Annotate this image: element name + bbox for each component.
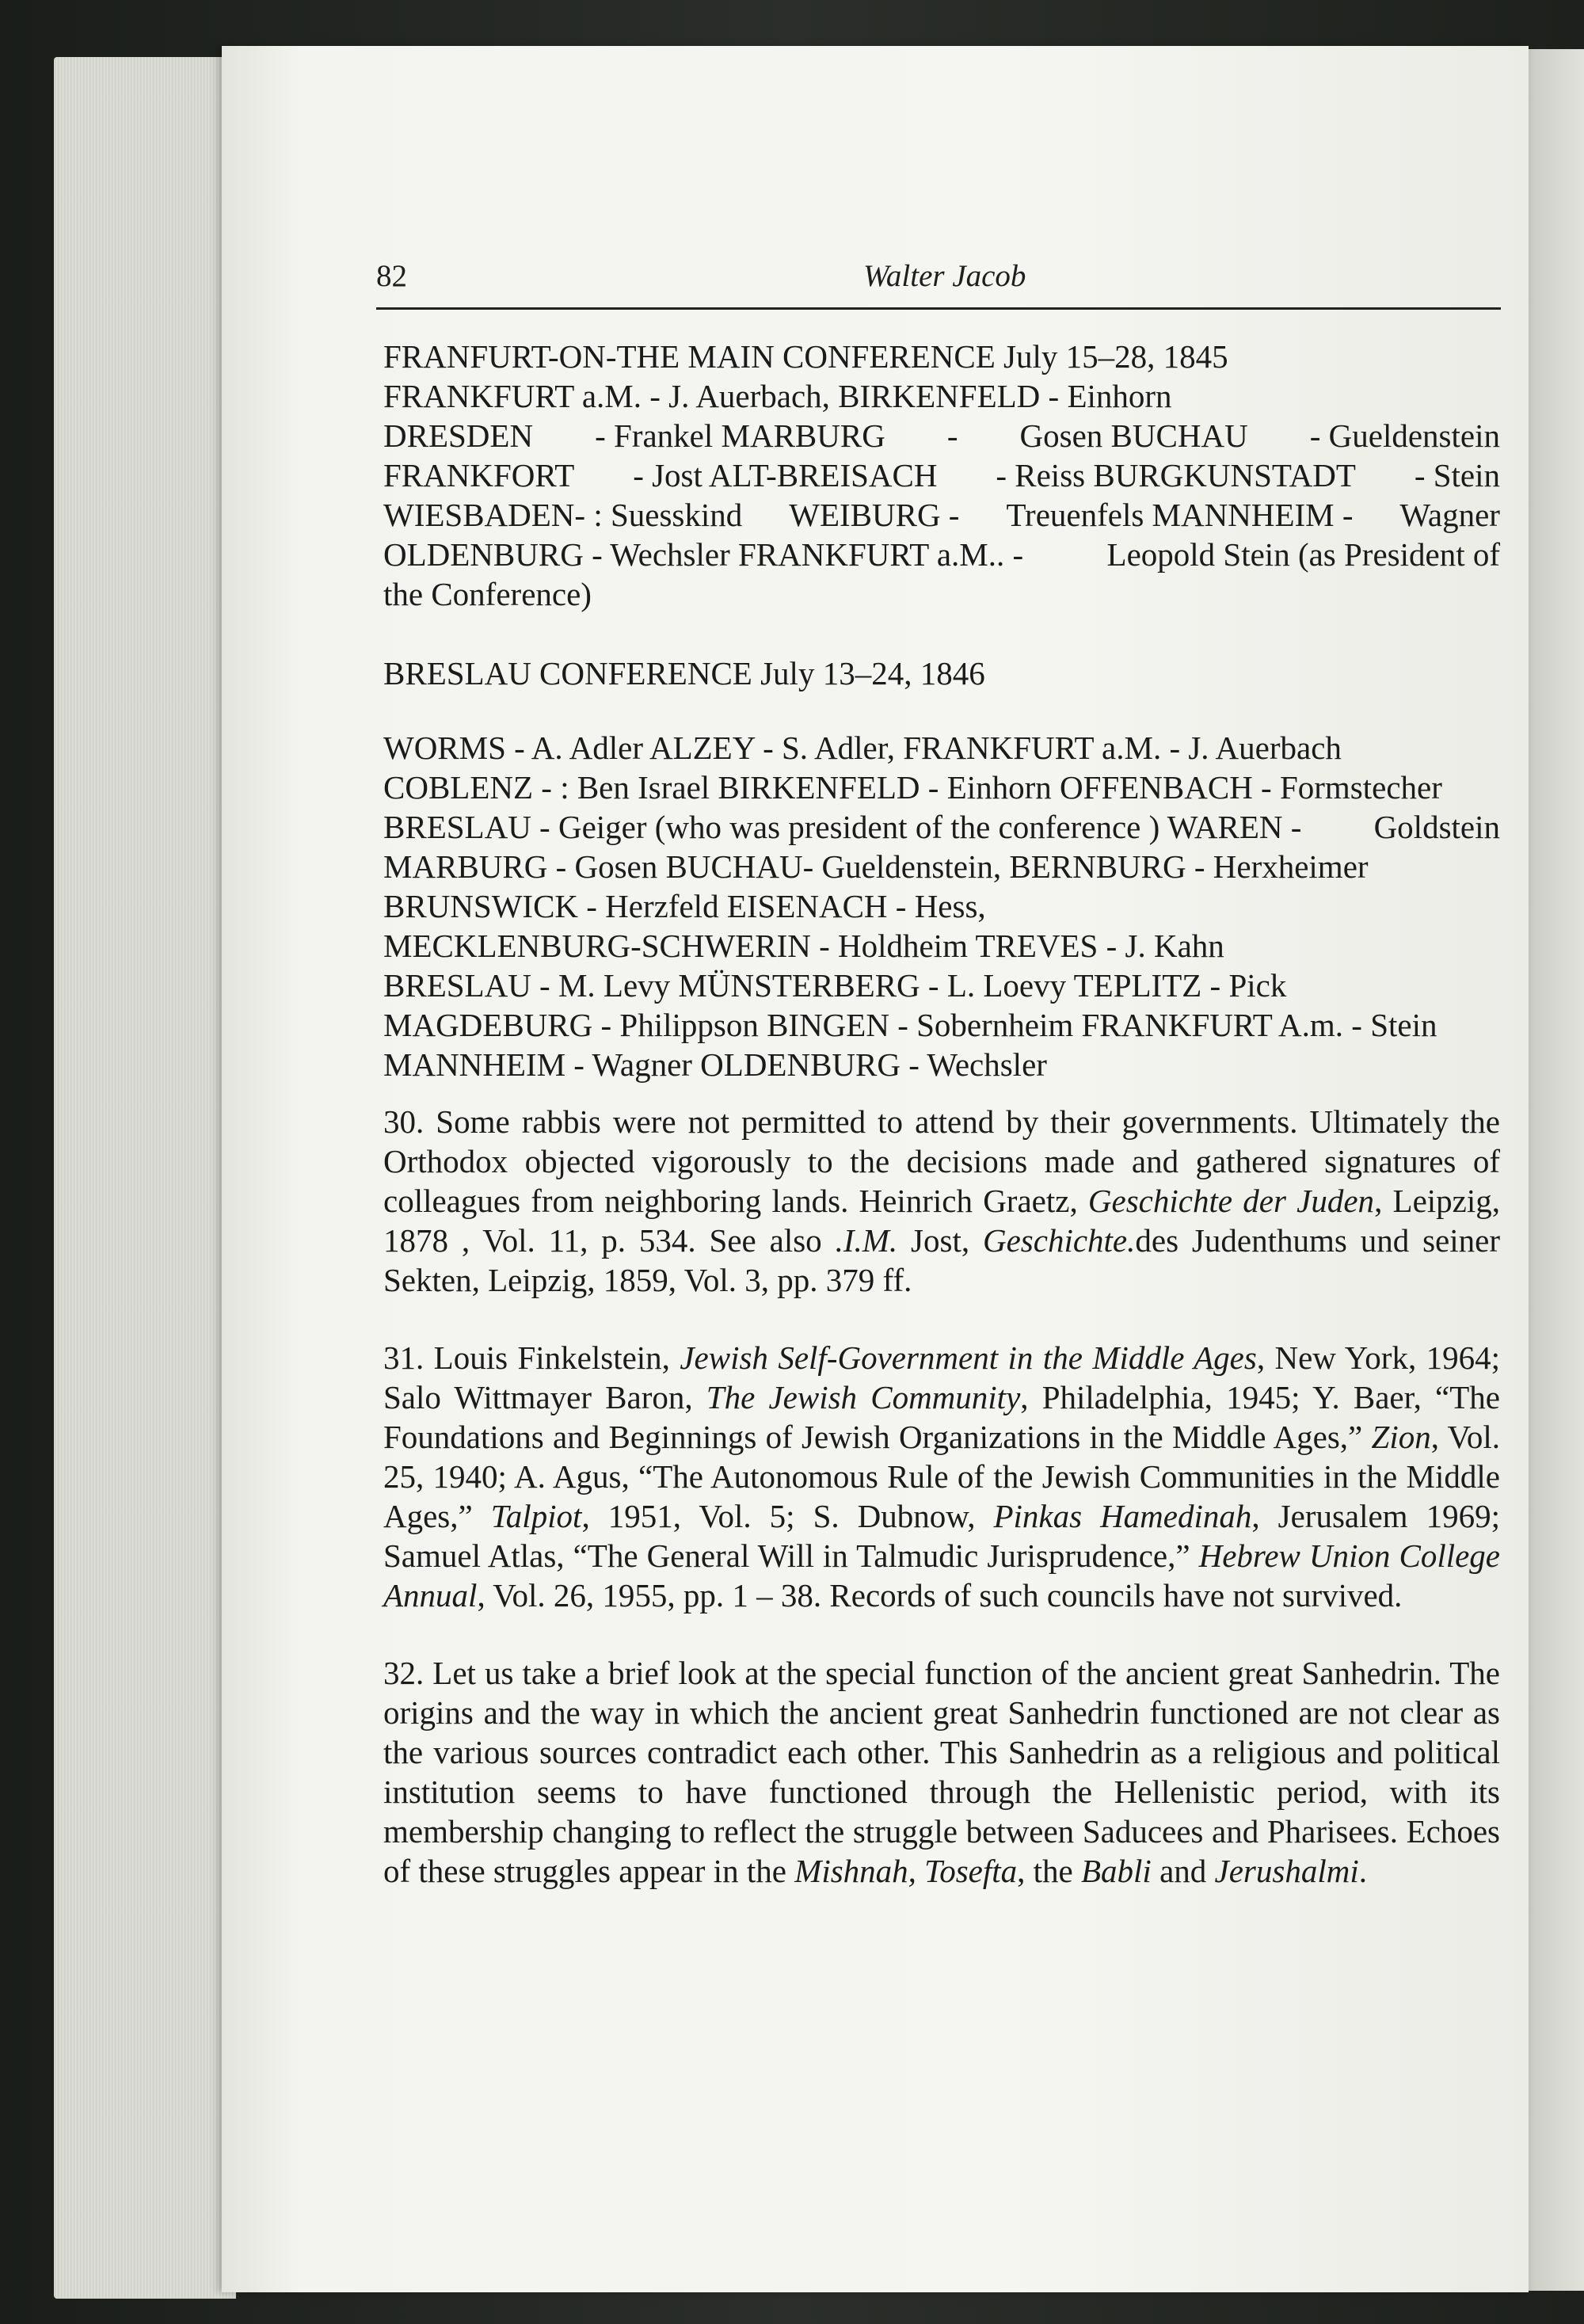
running-head: Walter Jacob bbox=[863, 259, 1026, 293]
footnote-31 bbox=[383, 1338, 1500, 1615]
frankfurt-conference bbox=[383, 337, 1500, 614]
frankfurt-line-segment: - Reiss BURGKUNSTADT bbox=[996, 457, 1356, 493]
breslau-line bbox=[383, 728, 1500, 768]
footnote-text: , Leipzig, 1878 , Vol. 11, p. 534. See also bbox=[383, 1183, 1501, 1259]
footnote-text: , Vol. 25, 1940; A. Agus, “The Autonomous Rule of the Jewish Communities in the Middle Ages,” bbox=[383, 1419, 1500, 1534]
breslau-title: BRESLAU CONFERENCE July 13–24, 1846 bbox=[383, 655, 985, 691]
footnote-text: , 1951, Vol. 5; S. Dubnow, bbox=[581, 1498, 994, 1534]
breslau-line-segment: MARBURG - Gosen BUCHAU- Gueldenstein, BERNBURG - Herxheimer bbox=[383, 848, 1369, 885]
footnote-text: . bbox=[1358, 1853, 1367, 1889]
frankfurt-line-segment: DRESDEN bbox=[383, 417, 534, 454]
italic-title: The Jewish Community bbox=[706, 1379, 1021, 1415]
page-number: 82 bbox=[376, 259, 407, 293]
page-content bbox=[383, 337, 1500, 1891]
footnote-text: 31. Louis Finkelstein, bbox=[383, 1339, 680, 1376]
footnote-text: , the bbox=[1017, 1853, 1081, 1889]
breslau-line-segment: Goldstein bbox=[1373, 809, 1500, 845]
breslau-attendees bbox=[383, 728, 1500, 1084]
breslau-line bbox=[383, 807, 1500, 847]
breslau-line bbox=[383, 1045, 1500, 1084]
footnote-text: , Vol. 26, 1955, pp. 1 – 38. Records of such councils have not survived. bbox=[477, 1577, 1403, 1613]
frankfurt-line-segment: Gosen BUCHAU bbox=[1019, 417, 1248, 454]
footnote-text: des Judenthums und seiner Sekten, Leipzig, 1859, Vol. 3, pp. 379 ff. bbox=[383, 1222, 1500, 1298]
italic-title: .I.M. bbox=[835, 1222, 898, 1259]
footnote-text: 30. Some rabbis were not permitted to attend by their governments. Ultimately the Orthodox objected vigorously to the decisions made and gathered signatures of colleagues from neighboring lands. Heinrich Graetz, bbox=[383, 1103, 1500, 1219]
breslau-line bbox=[383, 1005, 1500, 1045]
italic-title: Zion bbox=[1371, 1419, 1431, 1455]
frankfurt-attendees bbox=[383, 376, 1500, 614]
frankfurt-line-segment: Treuenfels MANNHEIM - bbox=[1006, 497, 1354, 533]
footnote-text: and bbox=[1151, 1853, 1215, 1889]
frankfurt-line-segment: FRANKFORT bbox=[383, 457, 575, 493]
breslau-line-segment: MAGDEBURG - Philippson BINGEN - Sobernheim FRANKFURT A.m. - Stein bbox=[383, 1007, 1437, 1043]
frankfurt-line-segment: Wagner bbox=[1399, 497, 1500, 533]
italic-title: Jewish Self-Government in the Middle Ages bbox=[680, 1339, 1257, 1376]
italic-title: Mishnah, Tosefta bbox=[794, 1853, 1018, 1889]
frankfurt-line-segment: - bbox=[946, 417, 958, 454]
breslau-line-segment: BRESLAU - Geiger (who was president of the conference ) WAREN - bbox=[383, 809, 1302, 845]
frankfurt-line bbox=[383, 495, 1500, 535]
frankfurt-line-segment: WEIBURG - bbox=[789, 497, 960, 533]
frankfurt-line-segment: - Gueldenstein bbox=[1309, 417, 1500, 454]
breslau-line-segment: MANNHEIM - Wagner OLDENBURG - Wechsler bbox=[383, 1046, 1047, 1083]
frankfurt-line-segment: WIESBADEN- : Suesskind bbox=[383, 497, 743, 533]
frankfurt-line-segment: - Frankel MARBURG bbox=[595, 417, 885, 454]
footnote-text: , New York, 1964; Salo Wittmayer Baron, bbox=[383, 1339, 1501, 1415]
frankfurt-line-segment: the Conference) bbox=[383, 576, 592, 612]
footnote-30 bbox=[383, 1102, 1500, 1300]
breslau-conference bbox=[383, 653, 1500, 1084]
breslau-line-segment: BRUNSWICK - Herzfeld EISENACH - Hess, bbox=[383, 888, 986, 924]
footnote-text: , Philadelphia, 1945; Y. Baer, “The Foundations and Beginnings of Jewish Organizations in the Middle Ages,” bbox=[383, 1379, 1500, 1455]
footnote-text: Jost, bbox=[897, 1222, 983, 1259]
italic-title: Jerushalmi bbox=[1214, 1853, 1359, 1889]
italic-title: Pinkas Hamedinah bbox=[993, 1498, 1252, 1534]
breslau-line-segment: COBLENZ - : Ben Israel BIRKENFELD - Einhorn OFFENBACH - Formstecher bbox=[383, 769, 1442, 806]
frankfurt-line-segment: OLDENBURG - Wechsler FRANKFURT a.M.. - bbox=[383, 536, 1024, 573]
footnote-text: 32. Let us take a brief look at the special function of the ancient great Sanhedrin. The origins and the way in which the ancient great Sanhedrin functioned are not clear as the various sources contradict each other. This Sanhedrin as a religious and political institution seems to have functioned through the Hellenistic period, with its membership changing to reflect the struggle between Saducees and Pharisees. Echoes of these struggles appear in the bbox=[383, 1655, 1500, 1889]
frankfurt-line bbox=[383, 455, 1500, 495]
italic-title: Geschichte. bbox=[982, 1222, 1136, 1259]
breslau-line bbox=[383, 768, 1500, 807]
frankfurt-line bbox=[383, 574, 1500, 614]
italic-title: Babli bbox=[1081, 1853, 1152, 1889]
breslau-line-segment: BRESLAU - M. Levy MÜNSTERBERG - L. Loevy TEPLITZ - Pick bbox=[383, 967, 1287, 1004]
frankfurt-line-segment: - Stein bbox=[1414, 457, 1500, 493]
breslau-line bbox=[383, 926, 1500, 966]
page-stack-edges bbox=[54, 57, 236, 2299]
frankfurt-line bbox=[383, 376, 1500, 416]
breslau-line bbox=[383, 886, 1500, 926]
footnote-text: , Jerusalem 1969; Samuel Atlas, “The General Will in Talmudic Jurisprudence,” bbox=[383, 1498, 1500, 1574]
frankfurt-line bbox=[383, 416, 1500, 455]
page-header bbox=[376, 258, 1501, 310]
breslau-line-segment: WORMS - A. Adler ALZEY - S. Adler, FRANKFURT a.M. - J. Auerbach bbox=[383, 730, 1342, 766]
breslau-line-segment: MECKLENBURG-SCHWERIN - Holdheim TREVES - J. Kahn bbox=[383, 928, 1224, 964]
frankfurt-line-segment: FRANKFURT a.M. - J. Auerbach, BIRKENFELD - Einhorn bbox=[383, 378, 1172, 414]
frankfurt-line bbox=[383, 535, 1500, 574]
frankfurt-title: FRANFURT-ON-THE MAIN CONFERENCE July 15–28, 1845 bbox=[383, 338, 1228, 375]
breslau-line bbox=[383, 966, 1500, 1005]
breslau-line bbox=[383, 847, 1500, 886]
italic-title: Talpiot bbox=[490, 1498, 582, 1534]
frankfurt-line-segment: Leopold Stein (as President of bbox=[1106, 536, 1500, 573]
frankfurt-line-segment: - Jost ALT-BREISACH bbox=[633, 457, 938, 493]
footnote-32 bbox=[383, 1653, 1500, 1891]
italic-title: Hebrew Union College Annual bbox=[383, 1537, 1500, 1613]
italic-title: Geschichte der Juden bbox=[1087, 1183, 1375, 1219]
